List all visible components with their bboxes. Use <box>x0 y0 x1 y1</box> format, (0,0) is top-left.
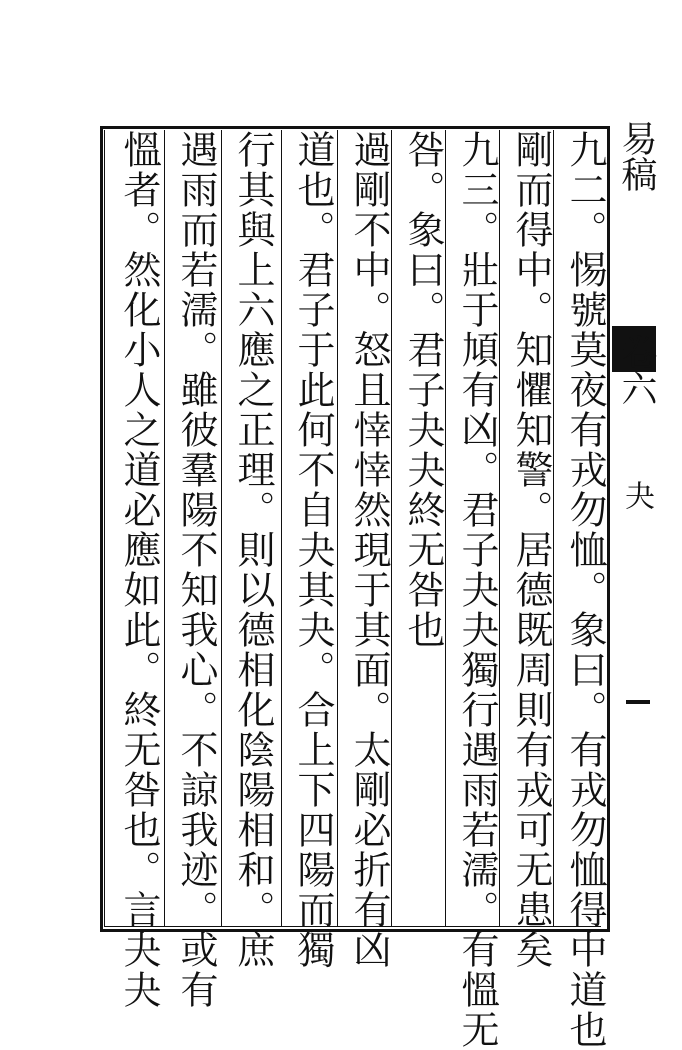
text-column-2: 剛而得中。知懼知警。居德既周則有戎可无患矣 <box>509 130 553 970</box>
folio-number <box>626 700 650 704</box>
column-divider <box>221 130 222 927</box>
running-head: 易稿 <box>616 120 657 192</box>
text-column-8: 遇雨而若濡。雖彼羣陽不知我心。不諒我迹。或有 <box>174 130 218 1010</box>
hexagram-label: 夬 <box>619 480 654 510</box>
text-column-4: 咎。象曰。君子夬夬終无咎也 <box>401 130 445 650</box>
column-divider <box>281 130 282 927</box>
text-column-5: 過剛不中。怒且悻悻然現于其面。太剛必折有凶 <box>347 130 391 970</box>
text-column-7: 行其與上六應之正理。則以德相化陰陽相和。庶 <box>231 130 275 970</box>
column-divider <box>164 130 165 927</box>
text-column-9: 慍者。然化小人之道必應如此。終无咎也。言夬夬 <box>117 130 161 1010</box>
text-column-3: 九三。壯于頄有凶。君子夬夬獨行遇雨若濡。有慍无 <box>455 130 499 1050</box>
text-column-6: 道也。君子于此何不自夬其夬。合上下四陽而獨 <box>291 130 335 970</box>
chapter-label: 卷六 <box>616 334 657 406</box>
text-column-1: 九二。惕號莫夜有戎勿恤。象曰。有戎勿恤得中道也 <box>563 130 607 1050</box>
